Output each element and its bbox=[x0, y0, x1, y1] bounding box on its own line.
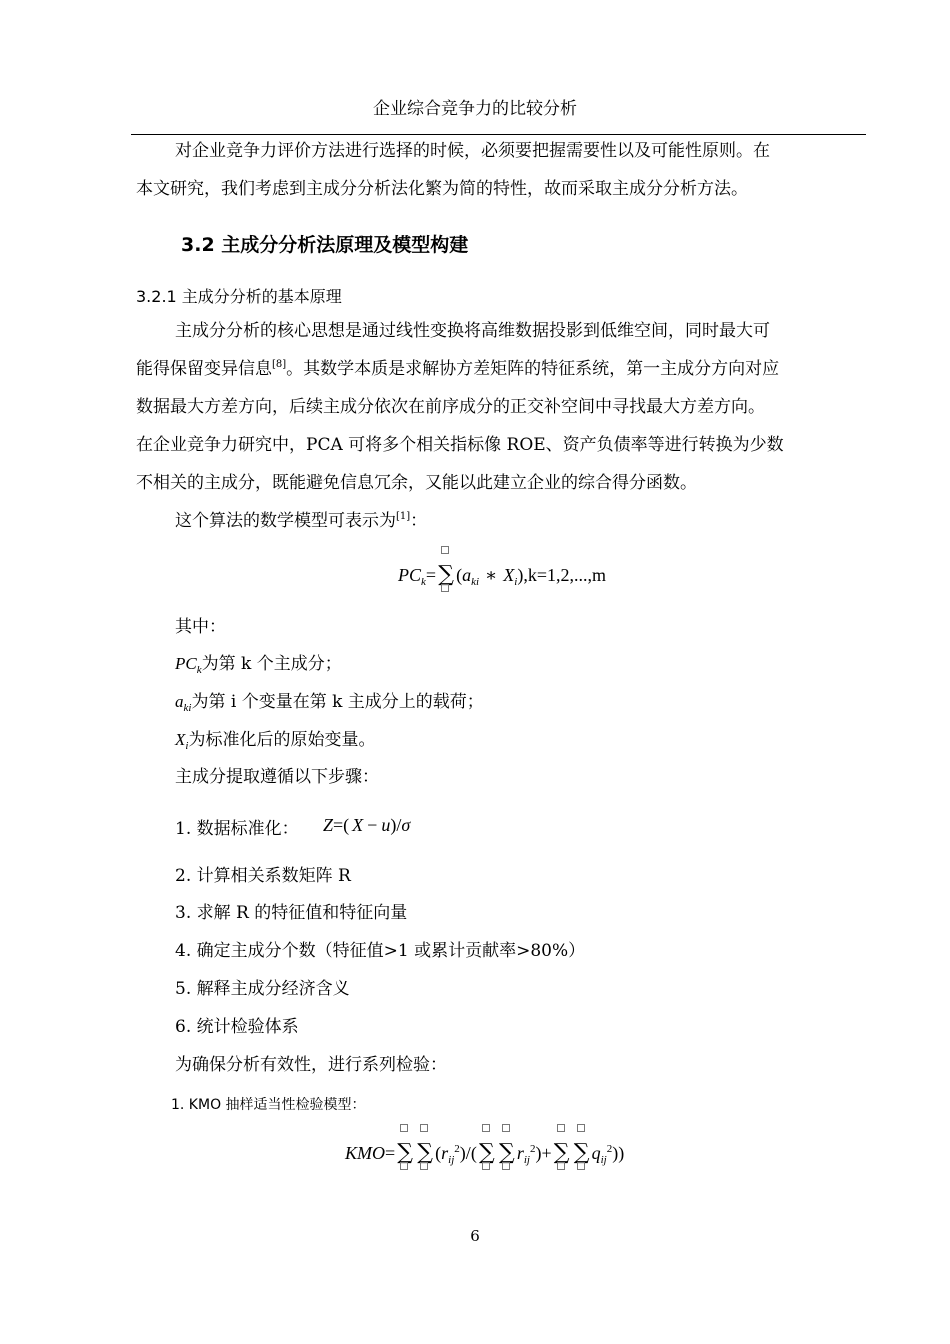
summation-symbol: ∑ bbox=[436, 562, 456, 587]
intro-line-1: 对企业竞争力评价方法进行选择的时候，必须要把握需要性以及可能性原则。在 bbox=[175, 141, 770, 161]
closing-parens: )) bbox=[612, 1143, 625, 1163]
step-1: 1. 数据标准化： bbox=[175, 819, 299, 839]
u-symbol: u bbox=[381, 815, 391, 835]
square-exponent: 2 bbox=[454, 1143, 460, 1155]
open-paren: ( bbox=[435, 1143, 442, 1163]
where-item-1 bbox=[175, 654, 342, 674]
citation-ref: [1] bbox=[396, 511, 411, 522]
where-item-3-text: 为标准化后的原始变量。 bbox=[188, 730, 376, 750]
loading-subscript: ki bbox=[183, 702, 192, 714]
summation-symbol: ∑ bbox=[415, 1140, 435, 1165]
placeholder-box bbox=[482, 1124, 490, 1132]
loading-subscript: ki bbox=[471, 576, 480, 588]
square-exponent: 2 bbox=[529, 1143, 536, 1155]
where-item-2 bbox=[175, 692, 484, 712]
variable-subscript: i bbox=[185, 740, 189, 752]
step-4: 4. 确定主成分个数（特征值>1 或累计贡献率>80%） bbox=[175, 941, 586, 961]
q-subscript: ij bbox=[600, 1154, 607, 1166]
index-range: ,k=1,2,...,m bbox=[523, 565, 606, 585]
placeholder-box bbox=[557, 1124, 565, 1132]
placeholder-box bbox=[502, 1162, 510, 1170]
subsection-heading: 3.2.1 主成分分析的基本原理 bbox=[136, 287, 342, 306]
equals-sign: = bbox=[333, 815, 344, 835]
body-line-5: 不相关的主成分，既能避免信息冗余，又能以此建立企业的综合得分函数。 bbox=[136, 473, 697, 493]
where-label: 其中： bbox=[175, 617, 226, 637]
page-number: 6 bbox=[470, 1227, 480, 1245]
summation-symbol: ∑ bbox=[497, 1140, 517, 1165]
placeholder-box bbox=[441, 546, 449, 554]
model-intro-colon: ： bbox=[410, 511, 428, 531]
open-paren: ( bbox=[456, 565, 463, 585]
tests-intro: 为确保分析有效性，进行系列检验： bbox=[175, 1055, 447, 1075]
pc-symbol: PC bbox=[398, 565, 422, 585]
intro-line-2: 本文研究，我们考虑到主成分分析法化繁为简的特性，故而采取主成分分析方法。 bbox=[136, 179, 748, 199]
open-paren: ( bbox=[343, 815, 350, 835]
loading-symbol: a bbox=[462, 565, 472, 585]
minus-sign: − bbox=[367, 815, 378, 835]
kmo-label: 1. KMO 抽样适当性检验模型： bbox=[171, 1097, 366, 1113]
open-paren: ( bbox=[470, 1143, 477, 1163]
plus-sign: + bbox=[541, 1143, 552, 1163]
citation-ref: [8] bbox=[272, 359, 287, 370]
model-intro-text: 这个算法的数学模型可表示为 bbox=[175, 511, 396, 531]
variable-symbol: X bbox=[503, 565, 515, 585]
placeholder-box bbox=[557, 1162, 565, 1170]
square-exponent: 2 bbox=[606, 1143, 613, 1155]
times-sign: ∗ bbox=[485, 565, 498, 585]
placeholder-box bbox=[482, 1162, 490, 1170]
pc-symbol: PC bbox=[175, 654, 197, 673]
where-item-2-text: 为第 i 个变量在第 k 主成分上的载荷； bbox=[191, 692, 484, 712]
summation-symbol: ∑ bbox=[395, 1140, 415, 1165]
placeholder-box bbox=[577, 1162, 585, 1170]
step-5: 5. 解释主成分经济含义 bbox=[175, 979, 350, 999]
kmo-formula bbox=[345, 1140, 624, 1165]
standardize-formula bbox=[323, 815, 410, 836]
step-2: 2. 计算相关系数矩阵 R bbox=[175, 866, 351, 886]
close-paren: ) bbox=[390, 815, 397, 835]
where-item-1-text: 为第 k 个主成分； bbox=[201, 654, 342, 674]
sigma-symbol: σ bbox=[401, 815, 411, 835]
slash: / bbox=[465, 1143, 471, 1163]
step-3: 3. 求解 R 的特征值和特征向量 bbox=[175, 903, 408, 923]
placeholder-box bbox=[577, 1124, 585, 1132]
variable-symbol: X bbox=[175, 730, 186, 749]
placeholder-box bbox=[441, 584, 449, 592]
z-symbol: Z bbox=[323, 815, 334, 835]
body-line-3: 数据最大方差方向，后续主成分依次在前序成分的正交补空间中寻找最大方差方向。 bbox=[136, 397, 765, 417]
pc-subscript: k bbox=[196, 664, 202, 676]
section-heading: 3.2 主成分分析法原理及模型构建 bbox=[181, 234, 469, 256]
model-intro bbox=[175, 512, 427, 531]
step-6: 6. 统计检验体系 bbox=[175, 1017, 299, 1037]
loading-symbol: a bbox=[175, 692, 184, 711]
body-line-2 bbox=[136, 360, 779, 379]
summation-symbol: ∑ bbox=[572, 1140, 592, 1165]
body-line-4: 在企业竞争力研究中，PCA 可将多个相关指标像 ROE、资产负债率等进行转换为少数 bbox=[136, 435, 784, 455]
close-paren: ) bbox=[517, 565, 524, 585]
summation-symbol: ∑ bbox=[552, 1140, 572, 1165]
steps-intro: 主成分提取遵循以下步骤： bbox=[175, 767, 379, 787]
summation-symbol: ∑ bbox=[477, 1140, 497, 1165]
header-rule bbox=[131, 134, 866, 135]
body-line-2-text: 能得保留变异信息 bbox=[136, 359, 272, 379]
placeholder-box bbox=[420, 1162, 428, 1170]
placeholder-box bbox=[420, 1124, 428, 1132]
x-symbol: X bbox=[352, 815, 364, 835]
body-line-2-rest: 。其数学本质是求解协方差矩阵的特征系统，第一主成分方向对应 bbox=[286, 359, 780, 379]
body-line-1: 主成分分析的核心思想是通过线性变换将高维数据投影到低维空间，同时最大可 bbox=[175, 321, 770, 341]
placeholder-box bbox=[400, 1124, 408, 1132]
r-subscript: ij bbox=[448, 1154, 455, 1166]
placeholder-box bbox=[400, 1162, 408, 1170]
placeholder-box bbox=[502, 1124, 510, 1132]
pc-subscript: k bbox=[421, 576, 426, 588]
pc-formula bbox=[398, 562, 606, 587]
q-symbol: q bbox=[591, 1143, 601, 1163]
equals-sign: = bbox=[425, 565, 437, 585]
r-subscript: ij bbox=[523, 1154, 530, 1166]
where-item-3 bbox=[175, 730, 375, 750]
variable-subscript: i bbox=[514, 576, 518, 588]
running-header: 企业综合竞争力的比较分析 bbox=[373, 99, 577, 119]
close-paren: ) bbox=[459, 1143, 466, 1163]
r-symbol: r bbox=[516, 1143, 524, 1163]
r-symbol: r bbox=[441, 1143, 449, 1163]
slash: / bbox=[396, 815, 402, 835]
kmo-symbol: KMO bbox=[345, 1143, 385, 1163]
equals-sign: = bbox=[385, 1143, 396, 1163]
close-paren: ) bbox=[535, 1143, 542, 1163]
